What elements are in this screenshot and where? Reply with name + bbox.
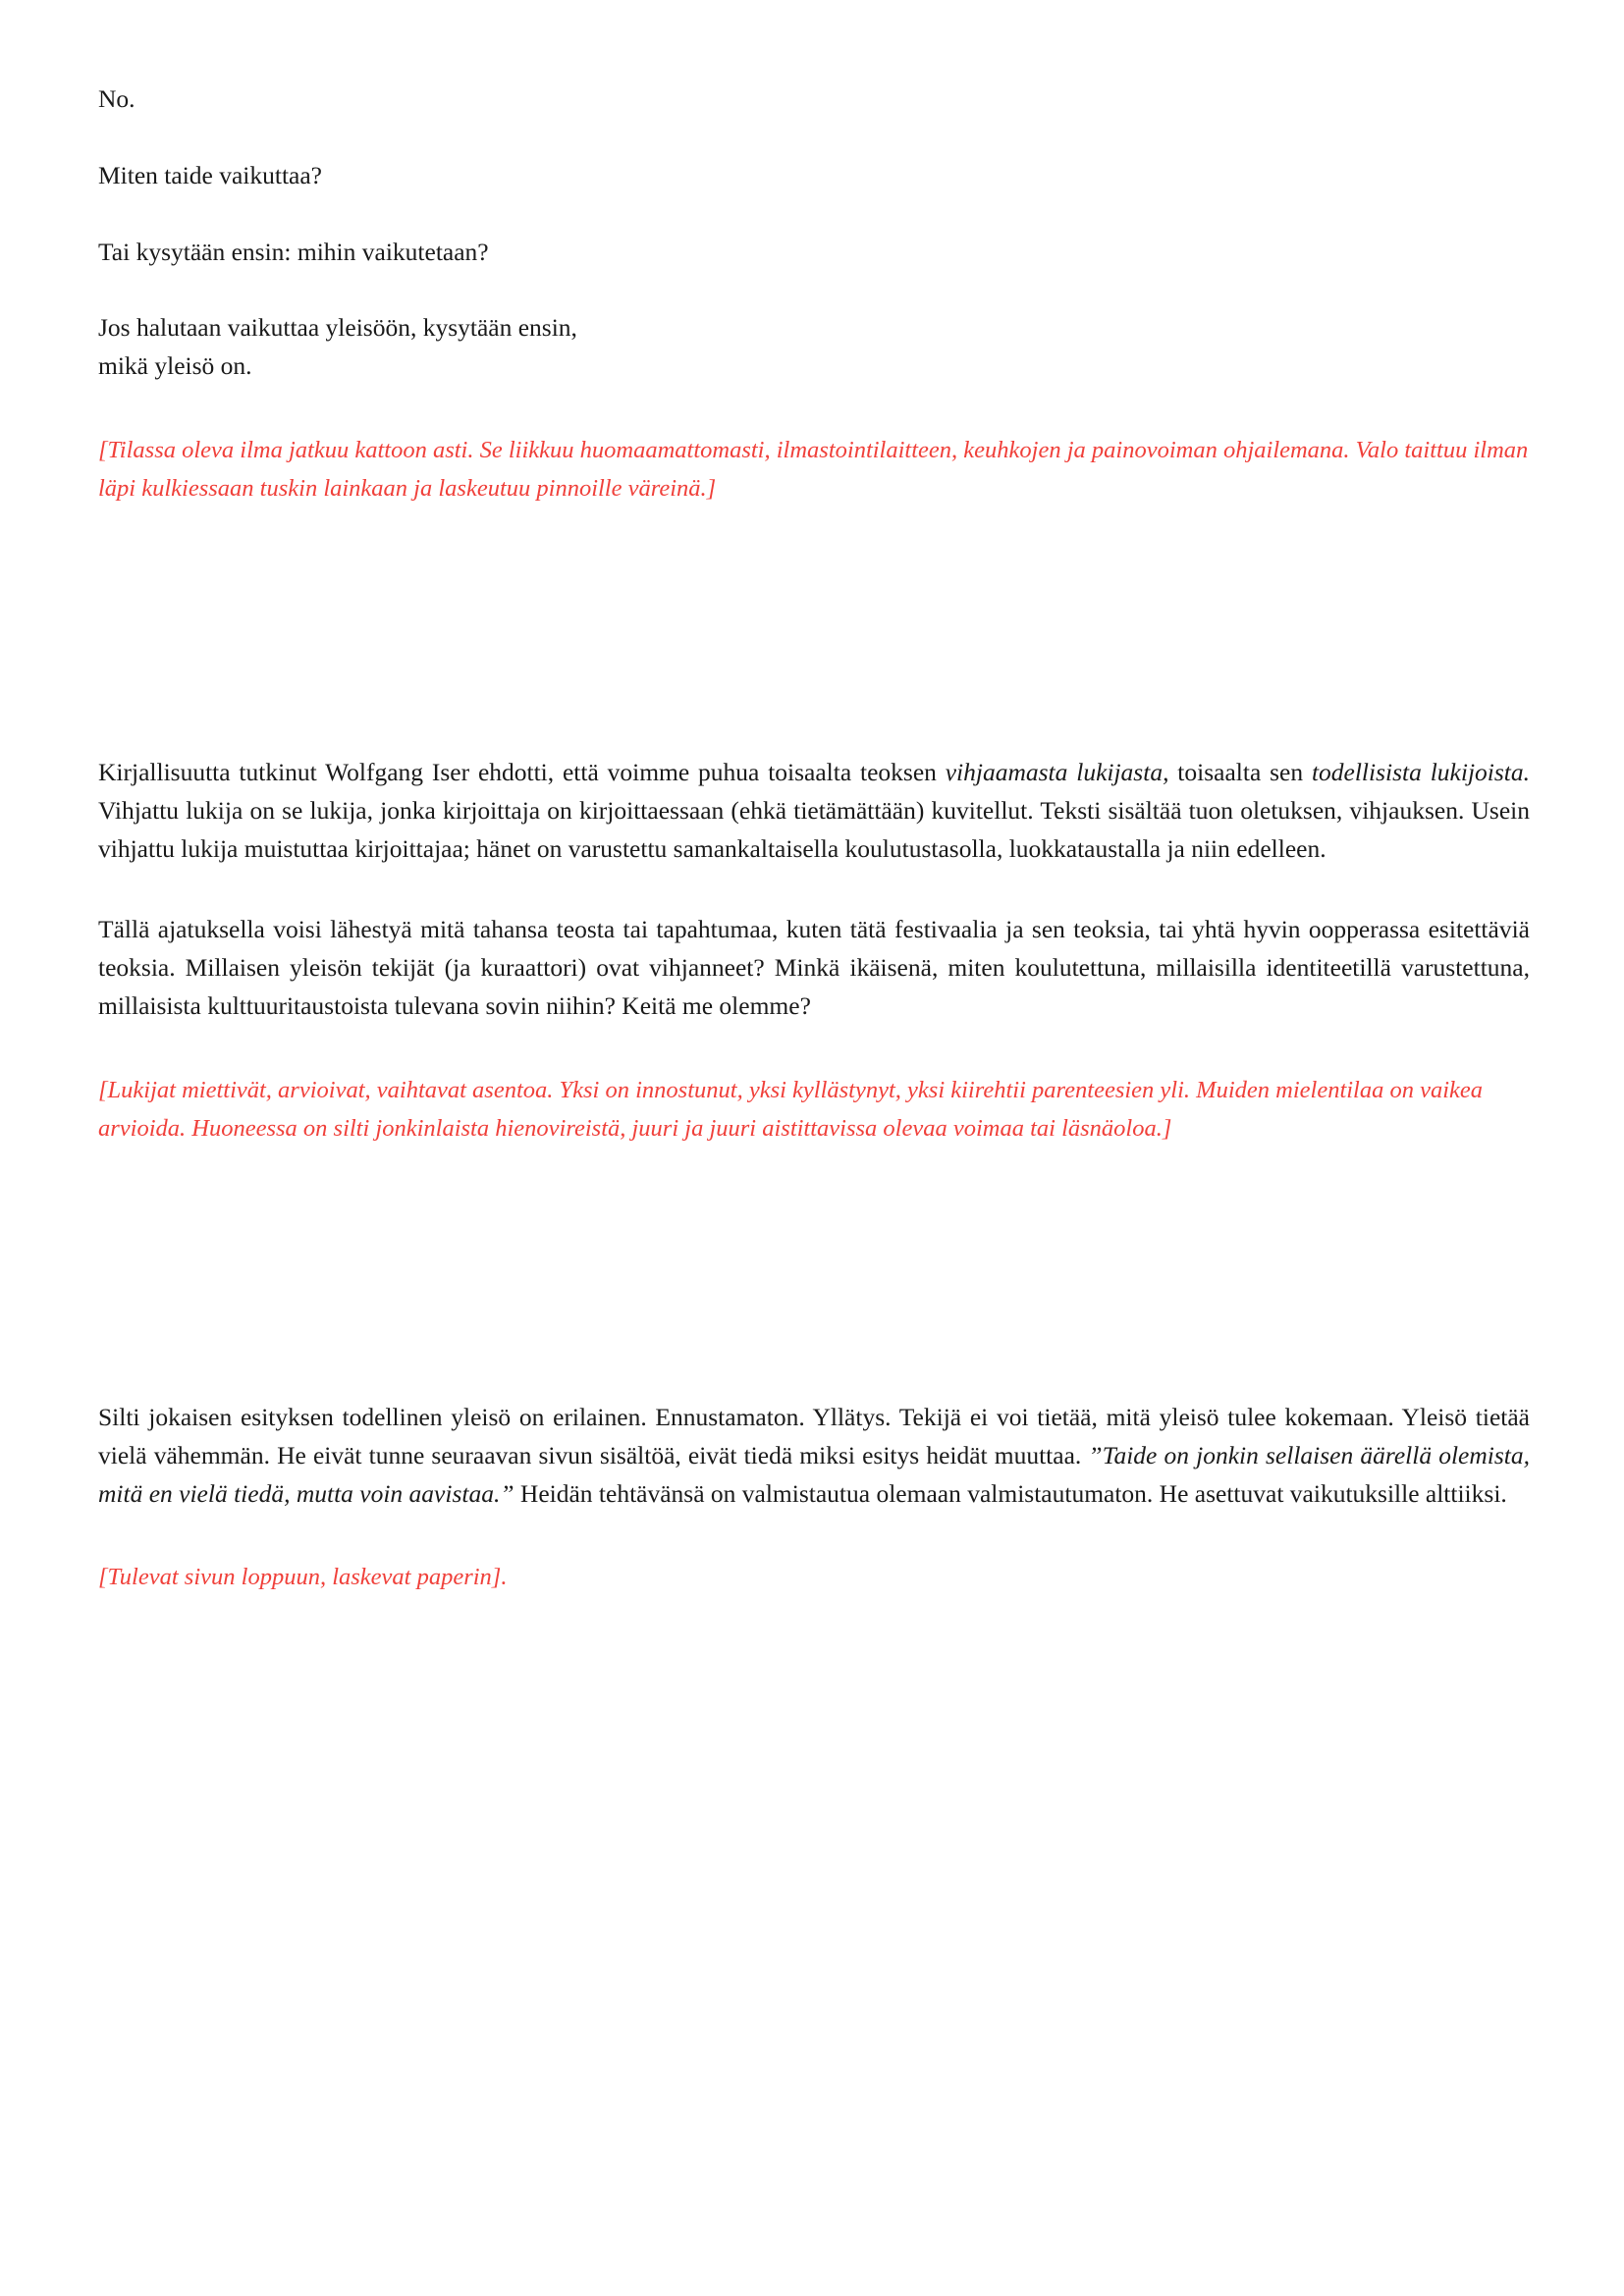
paragraph-audience-line-2: mikä yleisö on.	[98, 351, 252, 380]
spacer	[98, 868, 1530, 911]
iser-emphasis-implied-reader: vihjaamasta lukijasta,	[945, 758, 1169, 787]
spacer	[98, 1513, 1530, 1558]
stage-direction-readers: [Lukijat miettivät, arvioivat, vaihtavat asentoa. Yksi on innostunut, yksi kyllästynyt, yksi kiirehtii parenteesien yli. Muiden mielentilaa on vaikea arvioida. Huoneessa on silti jonkinlaista hienovireistä, juuri ja juuri aistittavissa olevaa voimaa tai läsnäoloa.]	[98, 1076, 1484, 1143]
spacer	[98, 1026, 1530, 1071]
spacer-large	[98, 508, 1530, 754]
paragraph-no: No.	[98, 84, 135, 113]
paragraph-iser	[98, 754, 1530, 868]
document-body	[98, 80, 1530, 1597]
inline-quotation: ”Taide on jonkin sellaisen äärellä olemista, mitä en vielä tiedä, mutta voin aavistaa.”	[98, 1440, 1531, 1508]
paragraph-question-1: Miten taide vaikuttaa?	[98, 160, 322, 189]
iser-run-1: Kirjallisuutta tutkinut Wolfgang Iser ehdotti, että voimme puhua toisaalta teoksen	[98, 758, 946, 787]
spacer	[98, 271, 1530, 309]
real-audience-run-2: Heidän tehtävänsä on valmistautua olemaan valmistautumaton. He asettuvat vaikutuksille alttiiksi.	[514, 1478, 1507, 1508]
stage-direction-air: [Tilassa oleva ilma jatkuu kattoon asti. Se liikkuu huomaamattomasti, ilmastointilaitteen, keuhkojen ja painovoiman ohjailemana. Valo taittuu ilman läpi kulkiessaan tuskin lainkaan ja laskeutuu pinnoille väreinä.]	[98, 436, 1529, 503]
paragraph-audience-line-1: Jos halutaan vaikuttaa yleisöön, kysytään ensin,	[98, 313, 577, 343]
real-audience-run-1: Silti jokaisen esityksen todellinen yleisö on erilainen. Ennustamaton. Yllätys. Tekijä ei voi tietää, mitä yleisö tulee kokemaan. Yleisö tietää vielä vähemmän. He eivät tunne seuraavan sivun sisältöä, eivät tiedä miksi esitys heidät muuttaa.	[98, 1403, 1530, 1469]
paragraph-festival: Tällä ajatuksella voisi lähestyä mitä tahansa teosta tai tapahtumaa, kuten tätä festivaalia ja sen teoksia, tai yhtä hyvin oopperassa esitettäviä teoksia. Millaisen yleisön tekijät (ja kuraattori) ovat vihjanneet? Minkä ikäisenä, miten koulutettuna, millaisilla identiteetillä varustettuna, millaisista kulttuuritaustoista tulevana sovin niihin? Keitä me olemme?	[98, 915, 1530, 1020]
spacer-large	[98, 1148, 1530, 1399]
iser-run-3: Vihjattu lukija on se lukija, jonka kirjoittaja on kirjoittaessaan (ehkä tietämättään) kuvitellut. Teksti sisältää tuon oletuksen, vihjauksen. Usein vihjattu lukija muistuttaa kirjoittajaa; hänet on varustettu samankaltaisella koulutustasolla, luokkataustalla ja niin edelleen.	[98, 795, 1530, 863]
paragraph-real-audience	[98, 1399, 1530, 1513]
stage-direction-end: [Tulevat sivun loppuun, laskevat paperin].	[98, 1564, 508, 1591]
spacer	[98, 195, 1530, 234]
spacer	[98, 119, 1530, 157]
paragraph-question-2: Tai kysytään ensin: mihin vaikutetaan?	[98, 237, 489, 266]
spacer	[98, 386, 1530, 431]
iser-emphasis-real-readers: todellisista lukijoista.	[1311, 758, 1530, 787]
iser-run-2: toisaalta sen	[1168, 758, 1312, 787]
